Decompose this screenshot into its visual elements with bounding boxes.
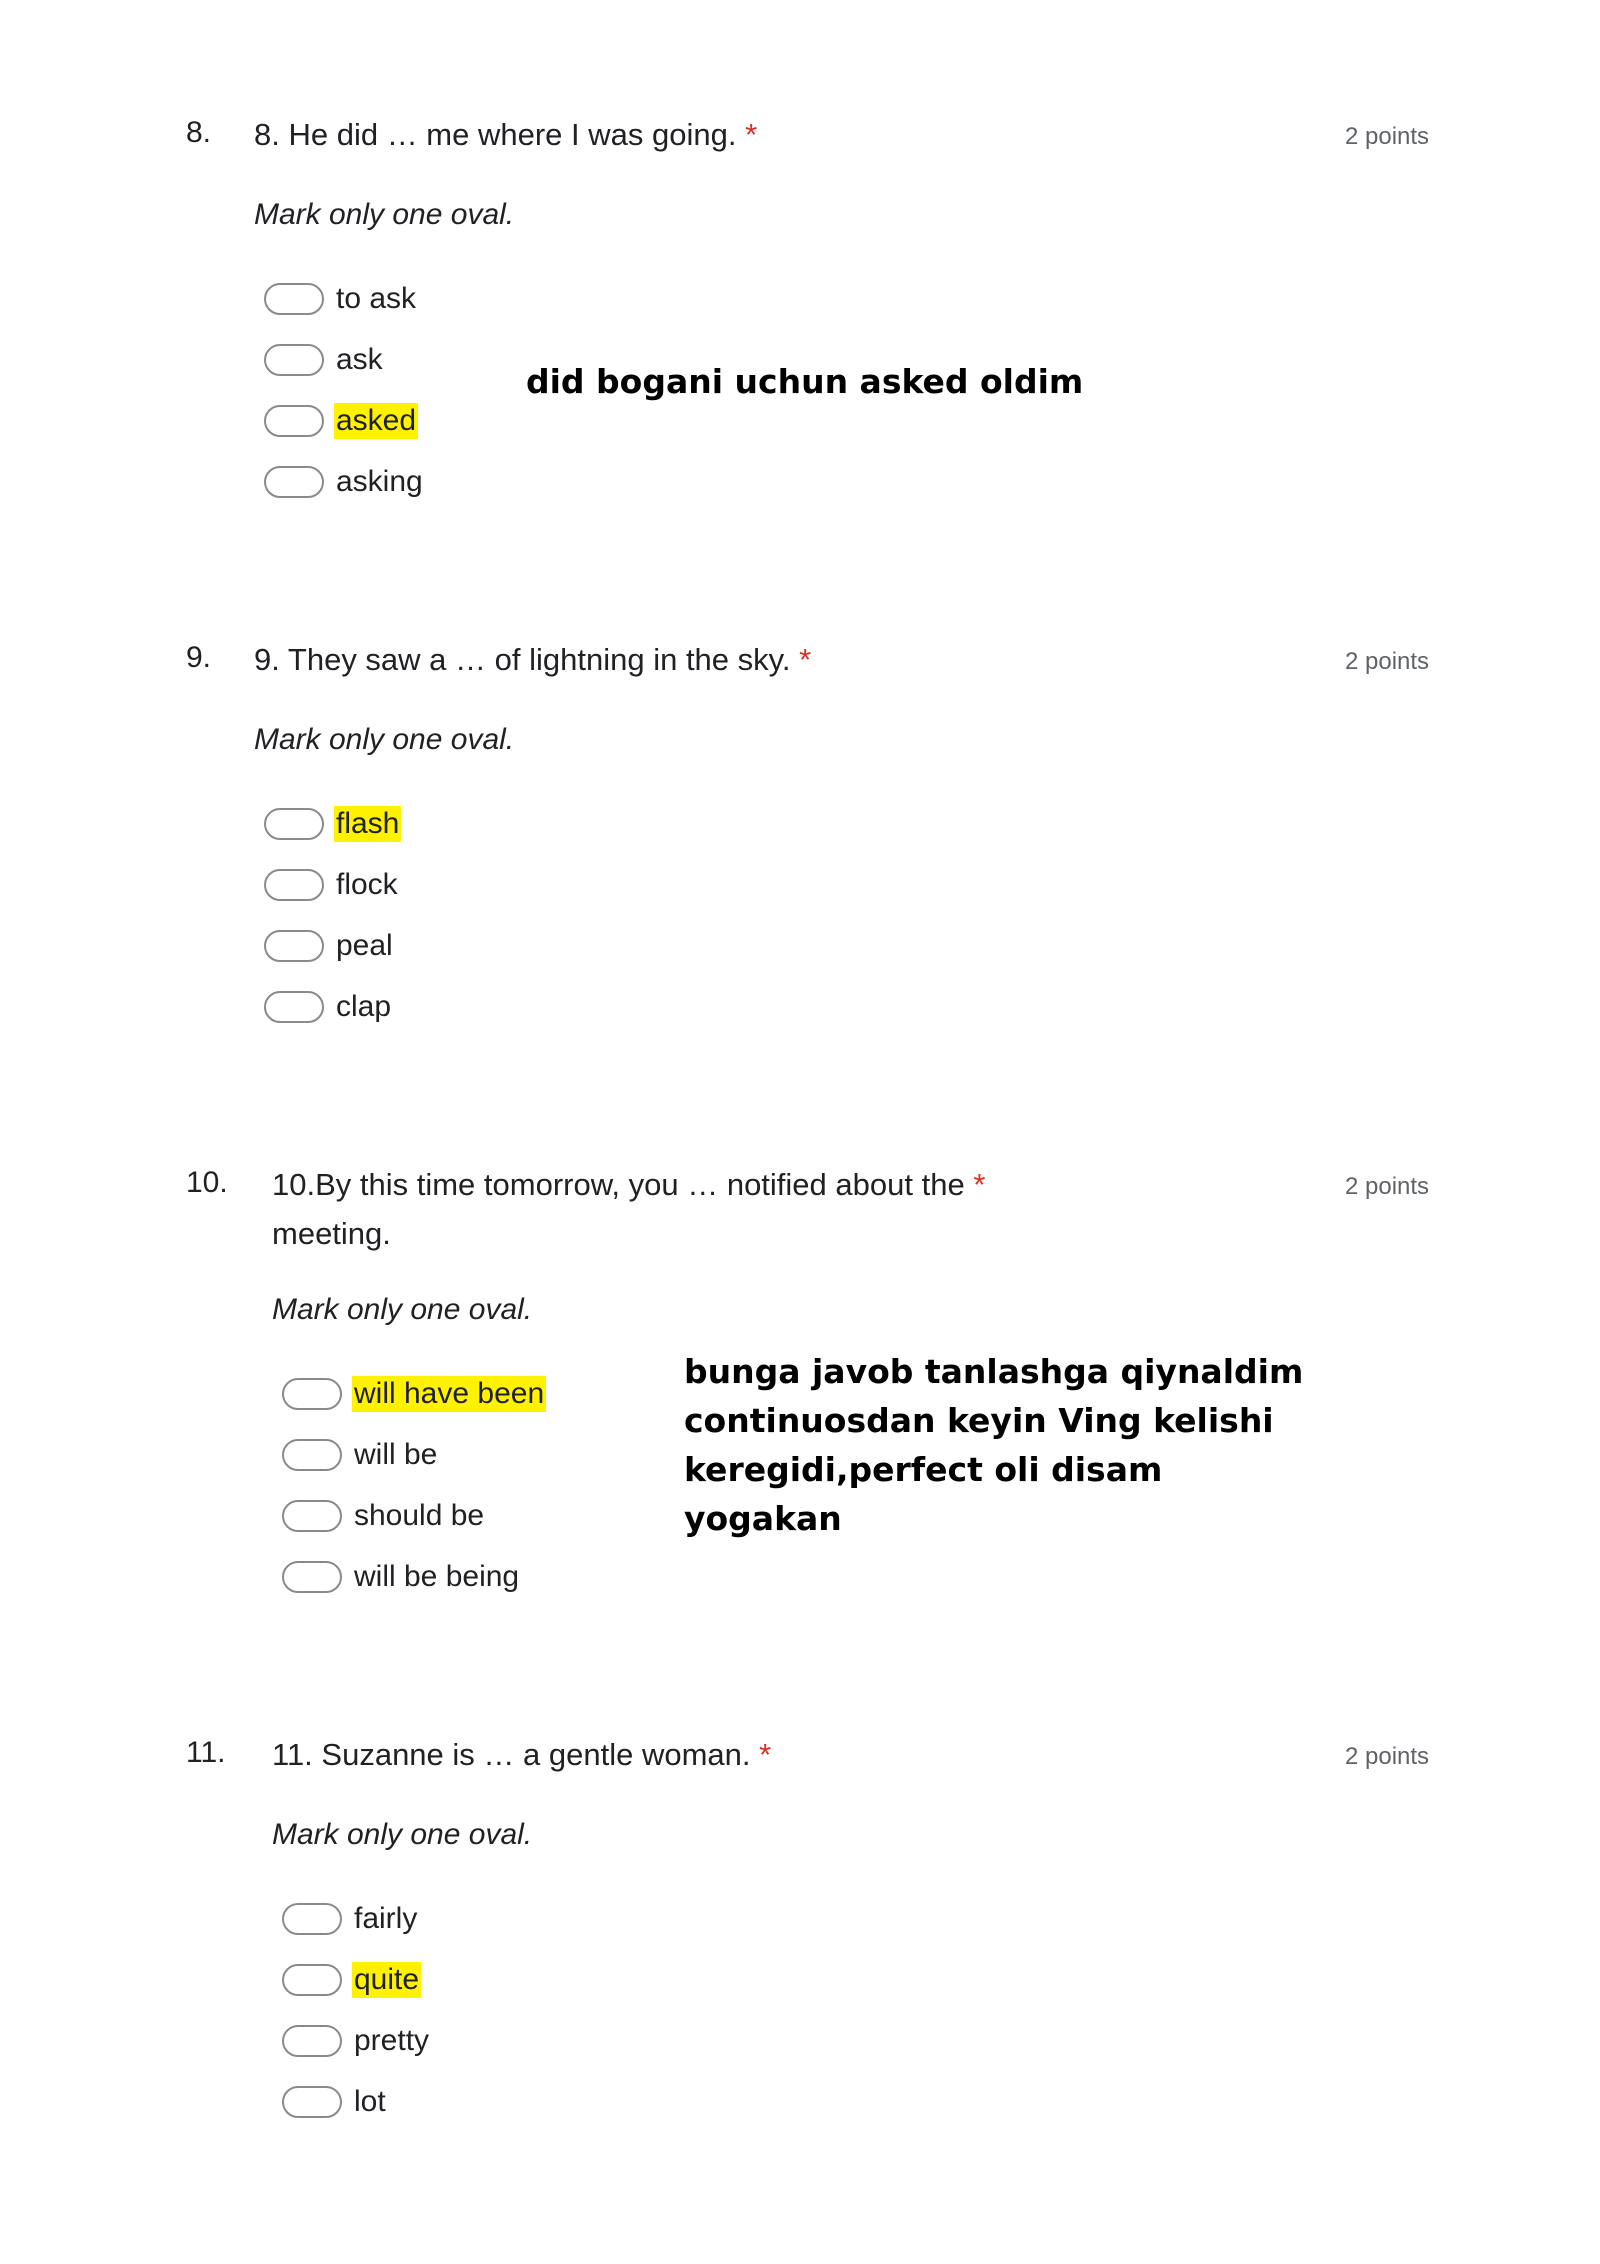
option-label: lot bbox=[354, 2084, 386, 2118]
radio-oval[interactable] bbox=[264, 930, 324, 962]
option-should-be[interactable] bbox=[282, 1485, 546, 1546]
option-will-have-been[interactable] bbox=[282, 1363, 546, 1424]
question-title bbox=[254, 635, 1034, 684]
handwritten-note: did bogani uchun asked oldim bbox=[526, 362, 1084, 401]
required-marker: * bbox=[745, 117, 758, 152]
option-to-ask[interactable] bbox=[264, 268, 425, 329]
note-line: yogakan bbox=[684, 1499, 842, 1538]
option-peal[interactable] bbox=[264, 915, 401, 976]
option-pretty[interactable] bbox=[282, 2010, 431, 2071]
option-fairly[interactable] bbox=[282, 1888, 431, 1949]
radio-oval[interactable] bbox=[282, 1964, 342, 1996]
radio-oval[interactable] bbox=[264, 991, 324, 1023]
option-label: asking bbox=[336, 464, 423, 498]
option-label: clap bbox=[336, 989, 392, 1023]
radio-oval[interactable] bbox=[282, 1378, 342, 1410]
option-lot[interactable] bbox=[282, 2071, 431, 2132]
question-number: 11. bbox=[186, 1736, 226, 1769]
option-label: to ask bbox=[336, 281, 417, 315]
question-title bbox=[254, 110, 1034, 159]
question-title bbox=[272, 1160, 1052, 1258]
radio-oval[interactable] bbox=[282, 1903, 342, 1935]
radio-oval[interactable] bbox=[282, 2025, 342, 2057]
question-title-text-line2: meeting. bbox=[272, 1216, 391, 1251]
required-marker: * bbox=[799, 642, 812, 677]
radio-oval[interactable] bbox=[282, 1500, 342, 1532]
options-list bbox=[264, 268, 425, 512]
option-label: ask bbox=[336, 342, 383, 376]
option-label: fairly bbox=[354, 1901, 418, 1935]
question-points: 2 points bbox=[1345, 123, 1430, 150]
option-asking[interactable] bbox=[264, 451, 425, 512]
radio-oval[interactable] bbox=[282, 2086, 342, 2118]
option-label: will be being bbox=[354, 1559, 520, 1593]
option-clap[interactable] bbox=[264, 976, 401, 1037]
radio-oval[interactable] bbox=[282, 1561, 342, 1593]
option-label: flock bbox=[336, 867, 398, 901]
question-points: 2 points bbox=[1345, 1173, 1430, 1200]
note-line: bunga javob tanlashga qiynaldim bbox=[684, 1352, 1304, 1391]
question-title bbox=[272, 1730, 1052, 1779]
question-points: 2 points bbox=[1345, 648, 1430, 675]
options-list bbox=[264, 793, 401, 1037]
option-label: pretty bbox=[354, 2023, 430, 2057]
question-title-text: 10.By this time tomorrow, you … notified about the bbox=[272, 1167, 965, 1202]
mark-instruction: Mark only one oval. bbox=[272, 1293, 533, 1326]
option-label-highlighted: quite bbox=[354, 1962, 420, 1996]
mark-instruction: Mark only one oval. bbox=[254, 198, 515, 231]
radio-oval[interactable] bbox=[264, 344, 324, 376]
option-label-highlighted: flash bbox=[336, 806, 400, 840]
question-title-text: 9. They saw a … of lightning in the sky. bbox=[254, 642, 791, 677]
option-label-highlighted: asked bbox=[336, 403, 417, 437]
note-line: keregidi,perfect oli disam bbox=[684, 1450, 1163, 1489]
question-number: 8. bbox=[186, 116, 212, 149]
radio-oval[interactable] bbox=[264, 405, 324, 437]
required-marker: * bbox=[973, 1167, 986, 1202]
options-list bbox=[282, 1363, 546, 1607]
radio-oval[interactable] bbox=[282, 1439, 342, 1471]
option-flock[interactable] bbox=[264, 854, 401, 915]
option-quite[interactable] bbox=[282, 1949, 431, 2010]
radio-oval[interactable] bbox=[264, 869, 324, 901]
question-number: 9. bbox=[186, 641, 212, 674]
handwritten-note bbox=[684, 1347, 1303, 1543]
note-line: continuosdan keyin Ving kelishi bbox=[684, 1401, 1274, 1440]
option-label: will be bbox=[354, 1437, 438, 1471]
question-points: 2 points bbox=[1345, 1743, 1430, 1770]
options-list bbox=[282, 1888, 431, 2132]
question-title-text: 8. He did … me where I was going. bbox=[254, 117, 737, 152]
option-flash[interactable] bbox=[264, 793, 401, 854]
mark-instruction: Mark only one oval. bbox=[254, 723, 515, 756]
option-label-highlighted: will have been bbox=[354, 1376, 545, 1410]
required-marker: * bbox=[759, 1737, 772, 1772]
option-ask[interactable] bbox=[264, 329, 425, 390]
question-title-text: 11. Suzanne is … a gentle woman. bbox=[272, 1737, 751, 1772]
radio-oval[interactable] bbox=[264, 283, 324, 315]
question-number: 10. bbox=[186, 1166, 228, 1199]
option-label: peal bbox=[336, 928, 393, 962]
option-asked[interactable] bbox=[264, 390, 425, 451]
mark-instruction: Mark only one oval. bbox=[272, 1818, 533, 1851]
option-will-be-being[interactable] bbox=[282, 1546, 546, 1607]
radio-oval[interactable] bbox=[264, 466, 324, 498]
option-will-be[interactable] bbox=[282, 1424, 546, 1485]
radio-oval[interactable] bbox=[264, 808, 324, 840]
option-label: should be bbox=[354, 1498, 485, 1532]
